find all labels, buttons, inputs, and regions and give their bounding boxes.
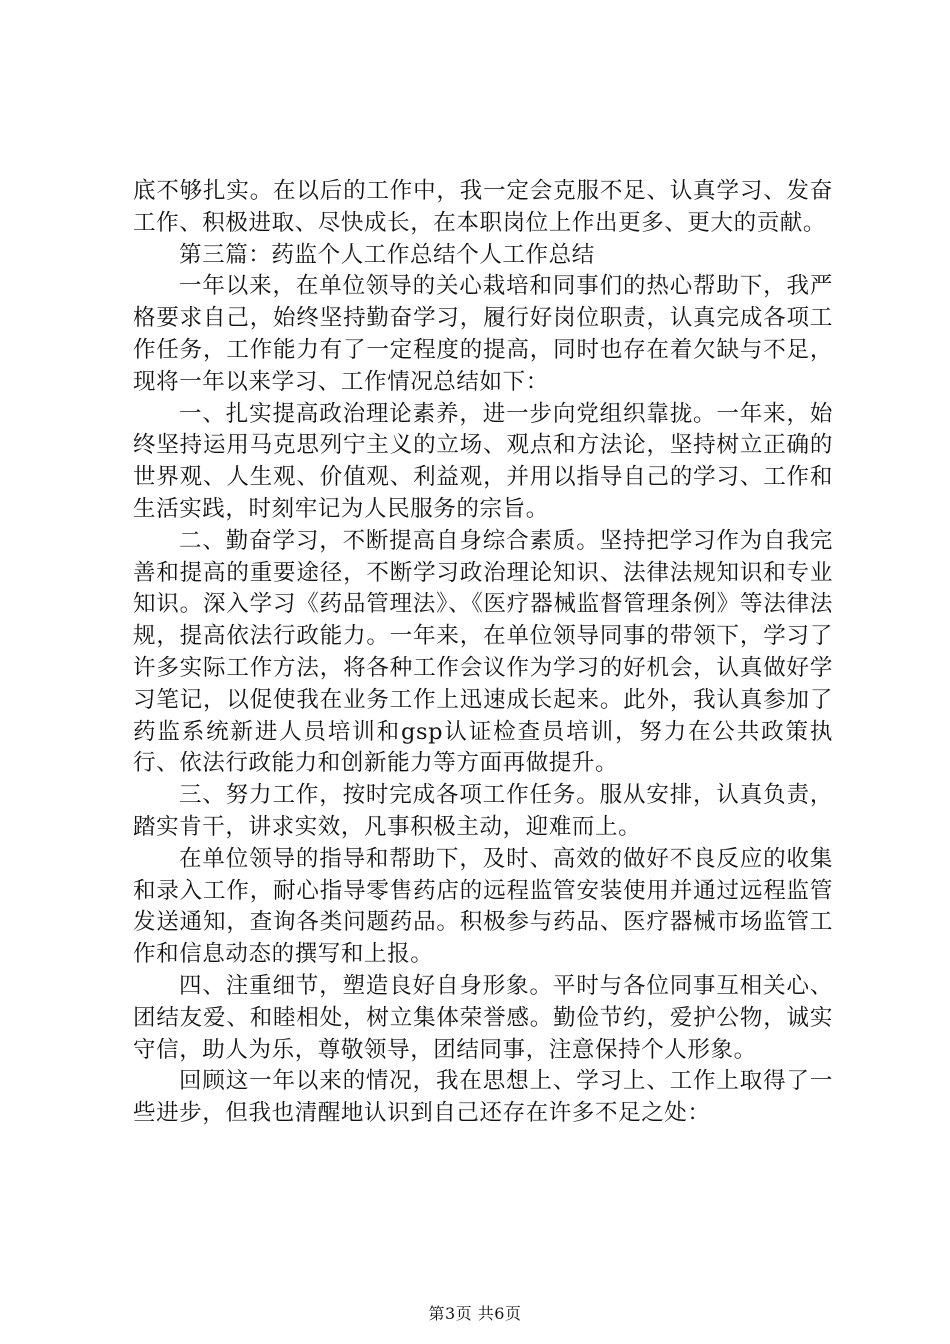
- document-body: [133, 176, 833, 1130]
- paragraph-point-3-detail: 在单位领导的指导和帮助下，及时、高效的做好不良反应的收集和录入工作，耐心指导零售药店的远程监管安装使用并通过远程监管发送通知，查询各类问题药品。积极参与药品、医疗器械市场监管工作和信息动态的撰写和上报。: [133, 845, 833, 968]
- paragraph-continuation: 底不够扎实。在以后的工作中，我一定会克服不足、认真学习、发奋工作、积极进取、尽快成长，在本职岗位上作出更多、更大的贡献。: [133, 178, 833, 236]
- page-number-footer: 第3页 共6页: [428, 1304, 522, 1323]
- paragraph-point-3: 三、努力工作，按时完成各项工作任务。服从安排，认真负责，踏实肯干，讲求实效，凡事积极主动，迎难而上。: [133, 782, 833, 840]
- paragraph-point-4: 四、注重细节，塑造良好自身形象。平时与各位同事互相关心、团结友爱、和睦相处，树立集体荣誉感。勤俭节约，爱护公物，诚实守信，助人为乐，尊敬领导，团结同事，注意保持个人形象。: [133, 972, 833, 1063]
- paragraph-point-1: 一、扎实提高政治理论素养，进一步向党组织靠拢。一年来，始终坚持运用马克思列宁主义的立场、观点和方法论，坚持树立正确的世界观、人生观、价值观、利益观，并用以指导自己的学习、工作和生活实践，时刻牢记为人民服务的宗旨。: [133, 400, 833, 522]
- paragraph-point-2: 二、勤奋学习，不断提高自身综合素质。坚持把学习作为自我完善和提高的重要途径，不断学习政治理论知识、法律法规知识和专业知识。深入学习《药品管理法》、《医疗器械监督管理条例》等法律法规，提高依法行政能力。一年来，在单位领导同事的带领下，学习了许多实际工作方法，将各种工作会议作为学习的好机会，认真做好学习笔记，以促使我在业务工作上迅速成长起来。此外，我认真参加了药监系统新进人员培训和gsp认证检查员培训，努力在公共政策执行、依法行政能力和创新能力等方面再做提升。: [133, 527, 833, 777]
- section-title: 第三篇：药监个人工作总结个人工作总结: [179, 241, 595, 268]
- paragraph-intro: 一年以来，在单位领导的关心栽培和同事们的热心帮助下，我严格要求自己，始终坚持勤奋学习，履行好岗位职责，认真完成各项工作任务，工作能力有了一定程度的提高，同时也存在着欠缺与不足，现将一年以来学习、工作情况总结如下：: [133, 273, 833, 395]
- paragraph-review: 回顾这一年以来的情况，我在思想上、学习上、工作上取得了一些进步，但我也清醒地认识到自己还存在许多不足之处：: [133, 1068, 833, 1127]
